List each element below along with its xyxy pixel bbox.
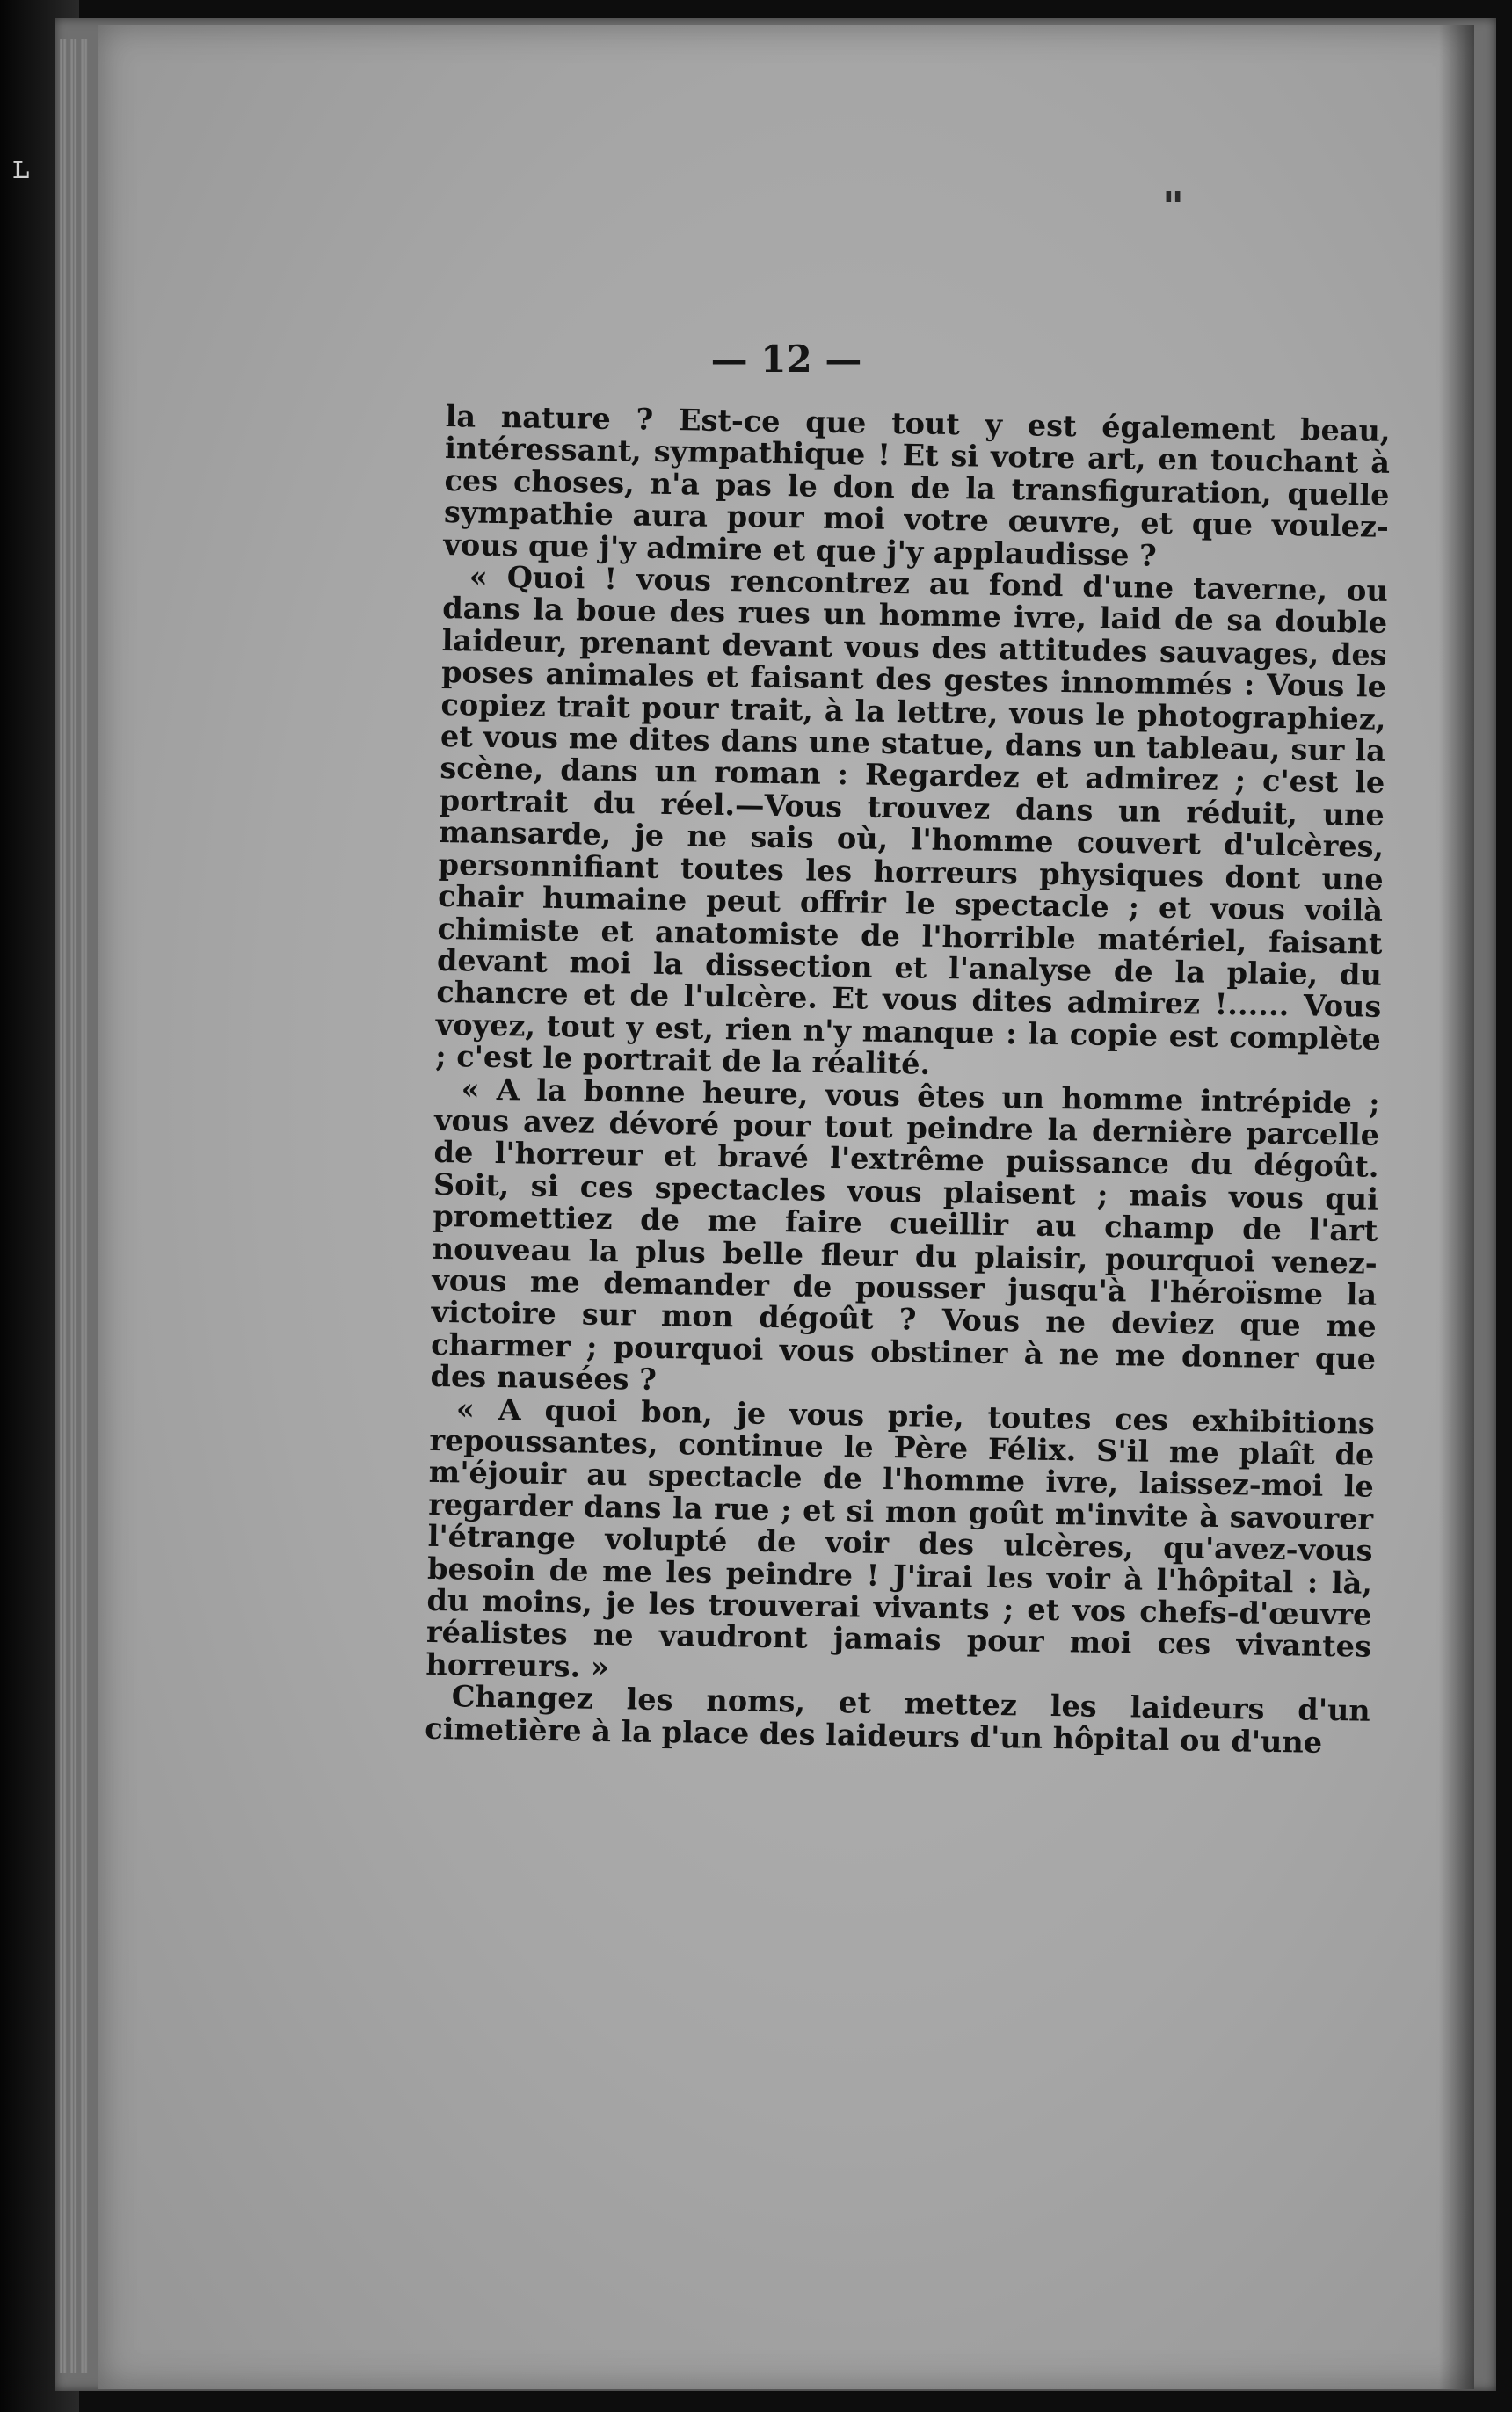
page-edge-strip: [81, 39, 88, 2373]
page-edge-strip: [70, 39, 77, 2373]
paragraph: « A quoi bon, je vous prie, toutes ces exhibitions repoussantes, continue le Père Félix. S'il me plaît de m'éjouir au spectacle de l'homme ivre, laissez-moi le regarder dans la rue ; et si mon goût m'invite à savourer l'étrange volupté de voir des ulcères, qu'avez-vous besoin de me les peindre ! J'irai les voir à l'hôpital : là, du moins, je les trouverai vivants ; et vos chefs-d'œuvre réalistes ne vaudront jamais pour moi ces vivantes horreurs. »: [425, 1391, 1376, 1684]
paragraph: « A la bonne heure, vous êtes un homme intrépide ; vous avez dévoré pour tout peindre la dernière parcelle de l'horreur et bravé l'extrême puissance du dégoût. Soit, si ces spectacles vous plaisent ; mais vous qui promettiez de me faire cueillir au champ de l'art nouveau la plus belle fleur du plaisir, pourquoi venez-vous me demander de pousser jusqu'à l'héroïsme la victoire sur mon dégoût ? Vous ne deviez que me charmer ; pourquoi vous obstiner à ne me donner que des nausées ?: [430, 1071, 1380, 1398]
header-mark: ": [1162, 183, 1189, 232]
page-number: — 12 —: [710, 338, 862, 381]
paragraph: Changez les noms, et mettez les laideurs d'un cimetière à la place des laideurs d'un hôpital ou d'une: [424, 1679, 1371, 1760]
page-edge-strip: [60, 39, 67, 2373]
scan-artifact-mark: ʟ: [12, 149, 30, 185]
body-text: [425, 401, 1391, 1760]
paragraph: la nature ? Est-ce que tout y est également beau, intéressant, sympathique ! Et si votre art, en touchant à ces choses, n'a pas le don de la transfiguration, quelle sympathie aura pour moi votre œuvre, et que voulez-vous que j'y admire et que j'y applaudisse ?: [443, 399, 1391, 573]
paragraph: « Quoi ! vous rencontrez au fond d'une taverne, ou dans la boue des rues un homme ivre, laid de sa double laideur, prenant devant vous des attitudes sauvages, des poses animales et faisant des gestes innommés : Vous le copiez trait pour trait, à la lettre, vous le photographiez, et vous me dites dans une statue, dans un tableau, sur la scène, dans un roman : Regardez et admirez ; c'est le portrait du réel.—Vous trouvez dans un réduit, une mansarde, je ne sais où, l'homme couvert d'ulcères, personnifiant toutes les horreurs physiques dont une chair humaine peut offrir le spectacle ; et vous voilà chimiste et anatomiste de l'horrible matériel, faisant devant moi la dissection et l'analyse de la plaie, du chancre et de l'ulcère. Et vous dites admirez !...... Vous voyez, tout y est, rien n'y manque : la copie est complète ; c'est le portrait de la réalité.: [434, 559, 1389, 1081]
book-page: [98, 25, 1474, 2389]
